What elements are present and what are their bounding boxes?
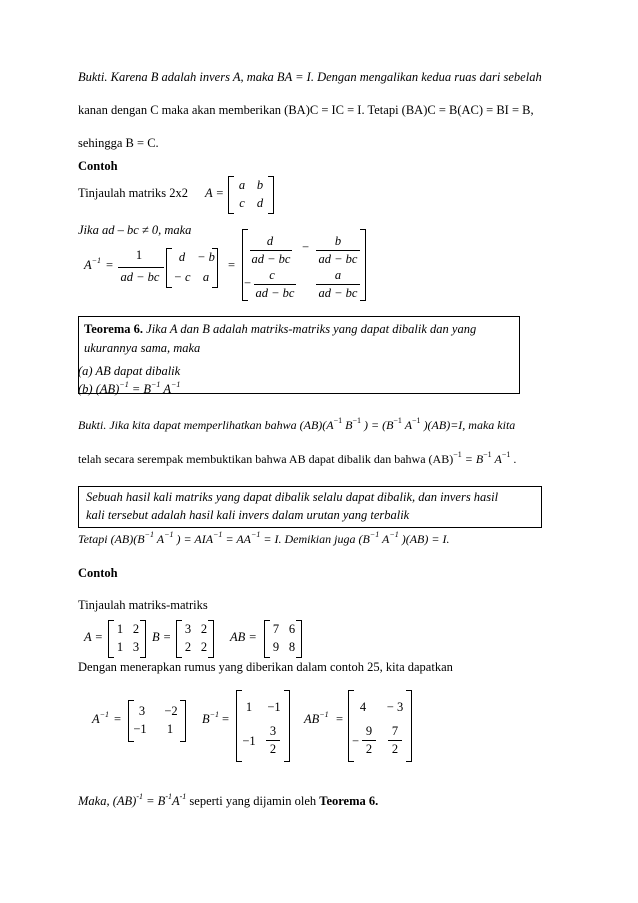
t: )(AB)=I, maka kita bbox=[420, 418, 516, 432]
minus-sign: − bbox=[244, 276, 252, 290]
t: telah secara serempak membuktikan bahwa AB dapat dibalik dan bahwa (AB) bbox=[78, 452, 454, 466]
t: AB bbox=[304, 712, 320, 726]
t: ) = (B bbox=[360, 418, 394, 432]
inv-sup: −1 bbox=[91, 255, 102, 265]
proof-line-3 bbox=[78, 136, 159, 151]
sup: −1 bbox=[389, 530, 399, 539]
t: seperti yang dijamin oleh bbox=[186, 794, 320, 808]
matrix-cell: − 3 bbox=[386, 700, 404, 714]
equals: = bbox=[228, 258, 236, 272]
matrix-cell: d bbox=[178, 250, 186, 264]
matrix-cell: −1 bbox=[242, 734, 256, 748]
equals: = bbox=[222, 712, 230, 726]
sup: −1 bbox=[99, 709, 110, 719]
matrix-cell: ad − bc bbox=[255, 286, 295, 300]
matrix-cell: 8 bbox=[288, 640, 296, 654]
bracket-right bbox=[406, 690, 412, 762]
sup: −1 bbox=[170, 379, 181, 389]
sup: −1 bbox=[151, 379, 161, 389]
t: A bbox=[171, 794, 180, 808]
matrix-label: AB = bbox=[230, 630, 257, 644]
sup: −1 bbox=[453, 450, 462, 459]
matrix-cell: 2 bbox=[200, 640, 208, 654]
sup: -1 bbox=[136, 791, 143, 801]
fraction-line bbox=[118, 267, 164, 268]
sup: −1 bbox=[483, 450, 492, 459]
sup: −1 bbox=[352, 416, 361, 425]
fraction-line bbox=[316, 250, 360, 251]
proof-text: Bukti. Karena B adalah invers A, maka BA = I. Dengan mengalikan kedua ruas dari sebelah bbox=[78, 70, 542, 84]
matrix-cell: b bbox=[256, 178, 264, 192]
example-intro: Tinjaulah matriks 2x2 bbox=[78, 186, 188, 200]
theorem-line-1 bbox=[84, 322, 476, 337]
sup: -1 bbox=[165, 791, 172, 801]
equals: = bbox=[114, 712, 122, 726]
fraction-numerator: 3 bbox=[269, 724, 277, 738]
matrix-label: A = bbox=[205, 186, 224, 200]
matrix-cell: 3 bbox=[132, 640, 140, 654]
sup: −1 bbox=[250, 530, 261, 539]
fraction-line bbox=[250, 250, 292, 251]
t: Maka, (AB) bbox=[78, 794, 137, 808]
example-heading: Contoh bbox=[78, 159, 118, 173]
matrix-label: A = bbox=[84, 630, 103, 644]
sup: −1 bbox=[119, 379, 129, 389]
proof2-line-1 bbox=[78, 418, 515, 433]
matrix-cell: ad − bc bbox=[318, 252, 358, 266]
t: . bbox=[510, 452, 517, 466]
matrix-cell: a bbox=[238, 178, 246, 192]
t: = B bbox=[461, 452, 484, 466]
matrix-cell: a bbox=[334, 268, 342, 282]
matrix-cell: −1 bbox=[267, 700, 281, 714]
bracket-right bbox=[180, 700, 186, 742]
matrix-cell: 1 bbox=[245, 700, 253, 714]
sup: −1 bbox=[319, 709, 329, 719]
matrix-cell: d bbox=[256, 196, 264, 210]
fraction-denominator: 2 bbox=[269, 742, 277, 756]
sup: −1 bbox=[144, 530, 154, 539]
matrix-cell: 2 bbox=[132, 622, 140, 636]
sup: −1 bbox=[393, 416, 402, 425]
sup: −1 bbox=[333, 416, 343, 425]
t: )(AB) = I. bbox=[398, 532, 450, 546]
t: = I. Demikian juga (B bbox=[260, 532, 370, 546]
matrix-cell: − c bbox=[173, 270, 191, 284]
matrix-cell: 1 bbox=[116, 622, 124, 636]
fraction-denominator: 2 bbox=[391, 742, 399, 756]
condition-text bbox=[78, 223, 191, 238]
note-line-2: kali tersebut adalah hasil kali invers dalam urutan yang terbalik bbox=[86, 508, 410, 522]
fraction-line bbox=[266, 740, 280, 741]
equals: = bbox=[106, 258, 114, 272]
inverse-label bbox=[202, 709, 220, 727]
bracket-right bbox=[208, 620, 214, 658]
proof-line-1 bbox=[78, 70, 542, 85]
matrix-cell: 6 bbox=[288, 622, 296, 636]
inverse-label bbox=[304, 709, 329, 727]
theorem-item-a: (a) AB dapat dibalik bbox=[78, 364, 181, 378]
proof3-line bbox=[78, 532, 449, 547]
t: Bukti. Jika kita dapat memperlihatkan bahwa (AB)(A bbox=[78, 418, 334, 432]
matrix-label: B = bbox=[152, 630, 172, 644]
matrix-cell: − b bbox=[197, 250, 215, 264]
fraction-numerator: 9 bbox=[365, 724, 373, 738]
fraction-numerator: 7 bbox=[391, 724, 399, 738]
example-intro: Tinjaulah matriks-matriks bbox=[78, 598, 208, 612]
equals: = bbox=[336, 712, 344, 726]
proof-text: kanan dengan C maka akan memberikan (BA)C = IC = I. Tetapi (BA)C = B(AC) = BI = B, bbox=[78, 103, 534, 117]
fraction-line bbox=[388, 740, 402, 741]
t: A bbox=[153, 532, 165, 546]
t: A bbox=[92, 712, 100, 726]
matrix-cell: 3 bbox=[138, 704, 146, 718]
t: A bbox=[401, 418, 413, 432]
sup: −1 bbox=[412, 416, 421, 425]
item-b-text: A bbox=[160, 382, 171, 396]
t: A bbox=[379, 532, 390, 546]
t: B bbox=[342, 418, 353, 432]
matrix-cell: d bbox=[266, 234, 274, 248]
matrix-cell: 4 bbox=[359, 700, 367, 714]
fraction-denominator: 2 bbox=[365, 742, 373, 756]
fraction-line bbox=[316, 284, 360, 285]
sup: −1 bbox=[213, 530, 223, 539]
proof2-line-2 bbox=[78, 452, 516, 467]
minus-sign: − bbox=[302, 240, 310, 254]
method-text: Dengan menerapkan rumus yang diberikan dalam contoh 25, kita dapatkan bbox=[78, 660, 453, 674]
inv-a: A bbox=[84, 258, 92, 272]
matrix-cell: b bbox=[334, 234, 342, 248]
proof-line-2 bbox=[78, 103, 534, 118]
matrix-cell: 9 bbox=[272, 640, 280, 654]
matrix-cell: −1 bbox=[133, 722, 147, 736]
sup: −1 bbox=[164, 530, 174, 539]
theorem-title: Teorema 6. bbox=[84, 322, 144, 336]
theorem-reference: Teorema 6. bbox=[319, 794, 379, 808]
fraction-line bbox=[254, 284, 296, 285]
t: B bbox=[202, 712, 210, 726]
bracket-right bbox=[212, 248, 218, 288]
condition: Jika ad – bc ≠ 0, maka bbox=[78, 223, 192, 237]
t: Tetapi (AB)(B bbox=[78, 532, 145, 546]
bracket-right bbox=[140, 620, 146, 658]
bracket-right bbox=[268, 176, 274, 214]
matrix-cell: 1 bbox=[116, 640, 124, 654]
conclusion-line bbox=[78, 791, 379, 809]
sup: -1 bbox=[179, 791, 187, 801]
matrix-cell: 2 bbox=[184, 640, 192, 654]
matrix-cell: −2 bbox=[164, 704, 178, 718]
bracket-right bbox=[284, 690, 290, 762]
inverse-label bbox=[84, 255, 102, 273]
matrix-cell: 3 bbox=[184, 622, 192, 636]
minus-sign: − bbox=[352, 734, 360, 748]
matrix-cell: 7 bbox=[272, 622, 280, 636]
t: ) = AIA bbox=[173, 532, 214, 546]
theorem-item-b bbox=[78, 379, 181, 397]
proof-text: sehingga B = C. bbox=[78, 136, 159, 150]
item-b-text: = B bbox=[128, 382, 152, 396]
t: = B bbox=[142, 794, 166, 808]
bracket-right bbox=[360, 229, 366, 301]
item-b-text: (b) (AB) bbox=[78, 382, 120, 396]
sup: −1 bbox=[369, 530, 380, 539]
theorem-text: Jika A dan B adalah matriks-matriks yang dapat dibalik dan yang bbox=[146, 322, 477, 336]
fraction-denominator: ad − bc bbox=[120, 270, 160, 284]
sup: −1 bbox=[501, 450, 511, 459]
matrix-cell: a bbox=[202, 270, 210, 284]
t: A bbox=[491, 452, 502, 466]
fraction-numerator: 1 bbox=[135, 248, 143, 262]
matrix-cell: 2 bbox=[200, 622, 208, 636]
matrix-cell: c bbox=[239, 196, 245, 210]
bracket-right bbox=[296, 620, 302, 658]
t: = AA bbox=[222, 532, 251, 546]
sup: −1 bbox=[209, 709, 220, 719]
matrix-cell: ad − bc bbox=[251, 252, 291, 266]
matrix-cell: 1 bbox=[166, 722, 174, 736]
inverse-label bbox=[92, 709, 110, 727]
note-line-1: Sebuah hasil kali matriks yang dapat dibalik selalu dapat dibalik, dan invers hasil bbox=[86, 490, 499, 504]
matrix-cell: ad − bc bbox=[318, 286, 358, 300]
example-heading: Contoh bbox=[78, 566, 118, 580]
fraction-line bbox=[362, 740, 376, 741]
matrix-cell: c bbox=[269, 268, 275, 282]
theorem-line-2: ukurannya sama, maka bbox=[84, 341, 201, 355]
